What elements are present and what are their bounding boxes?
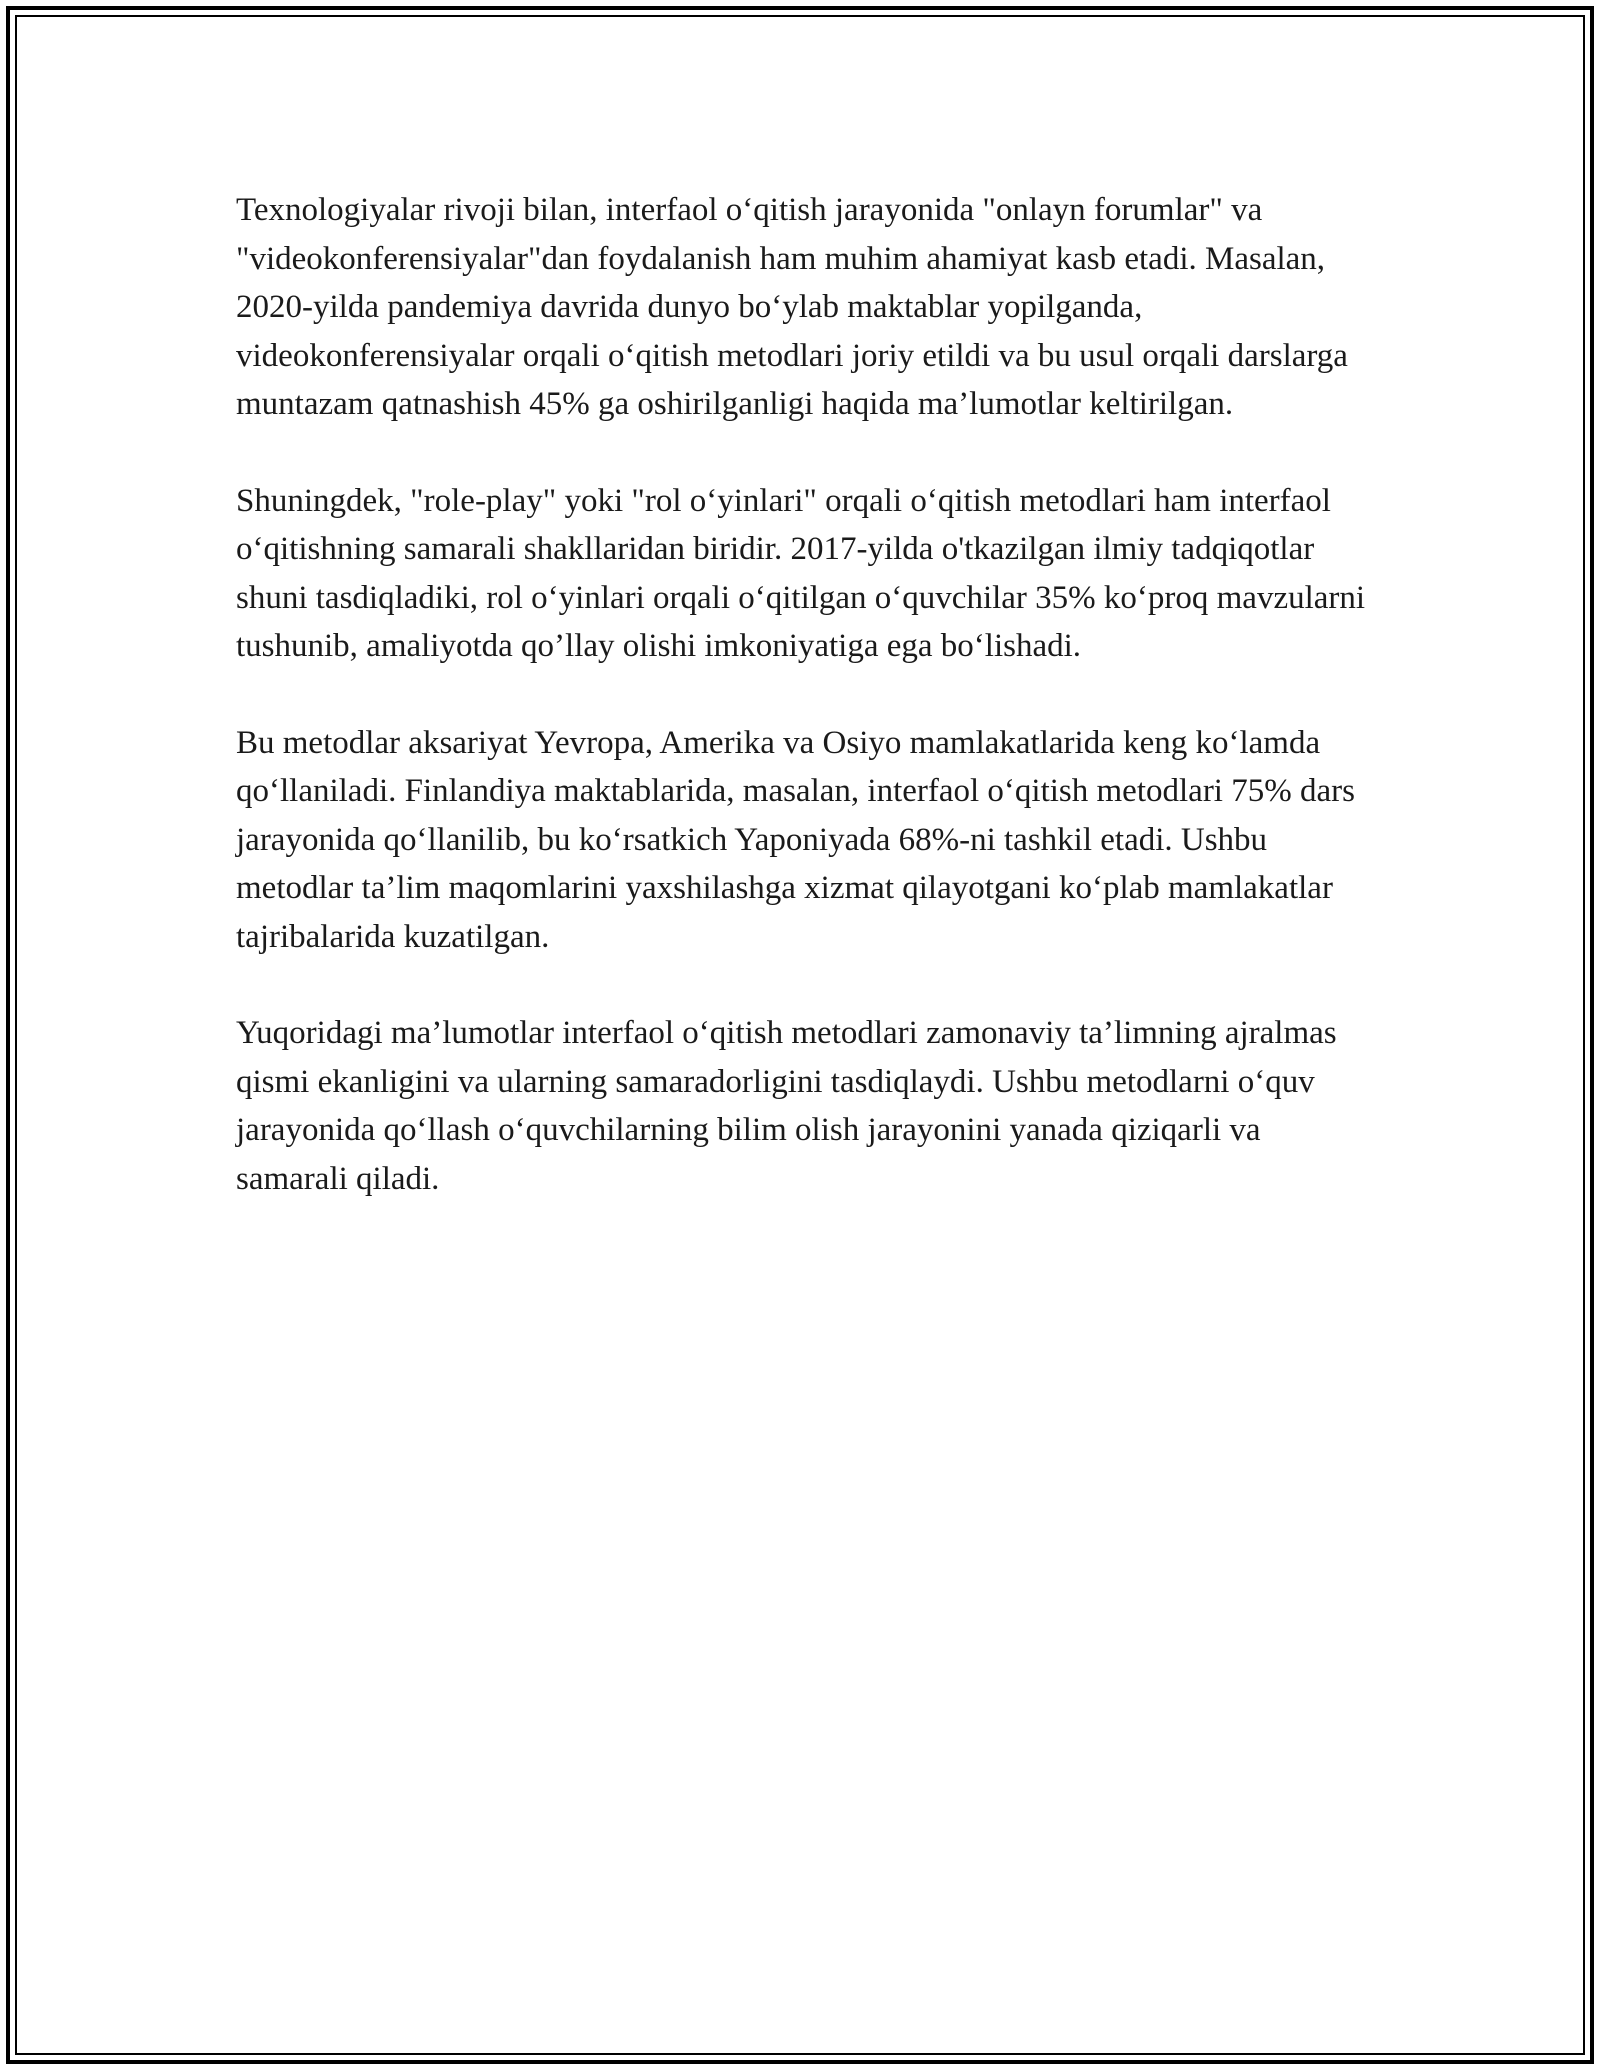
document-body	[236, 186, 1366, 1251]
paragraph-online-forums: Texnologiyalar rivoji bilan, interfaol o‘qitish jarayonida "onlayn forumlar" va "videokonferensiyalar"dan foydalanish ham muhim ahamiyat kasb etadi. Masalan, 2020-yilda pandemiya davrida dunyo bo‘ylab maktablar yopilganda, videokonferensiyalar orqali o‘qitish metodlari joriy etildi va bu usul orqali darslarga muntazam qatnashish 45% ga oshirilganligi haqida ma’lumotlar keltirilgan.	[236, 192, 1348, 422]
paragraph-role-play: Shuningdek, "role-play" yoki "rol o‘yinlari" orqali o‘qitish metodlari ham interfaol o‘qitishning samarali shakllaridan biridir. 2017-yilda o'tkazilgan ilmiy tadqiqotlar shuni tasdiqladiki, rol o‘yinlari orqali o‘qitilgan o‘quvchilar 35% ko‘proq mavzularni tushunib, amaliyotda qo’llay olishi imkoniyatiga ega bo‘lishadi.	[236, 482, 1366, 664]
paragraph-conclusion: Yuqoridagi ma’lumotlar interfaol o‘qitish metodlari zamonaviy ta’limning ajralmas qismi ekanligini va ularning samaradorligini tasdiqlaydi. Ushbu metodlarni o‘quv jarayonida qo‘llash o‘quvchilarning bilim olish jarayonini yanada qiziqarli va samarali qiladi.	[236, 1015, 1337, 1197]
paragraph-regions: Bu metodlar aksariyat Yevropa, Amerika va Osiyo mamlakatlarida keng ko‘lamda qo‘llaniladi. Finlandiya maktablarida, masalan, interfaol o‘qitish metodlari 75% dars jarayonida qo‘llanilib, bu ko‘rsatkich Yaponiyada 68%-ni tashkil etadi. Ushbu metodlar ta’lim maqomlarini yaxshilashga xizmat qilayotgani ko‘plab mamlakatlar tajribalarida kuzatilgan.	[236, 724, 1355, 955]
